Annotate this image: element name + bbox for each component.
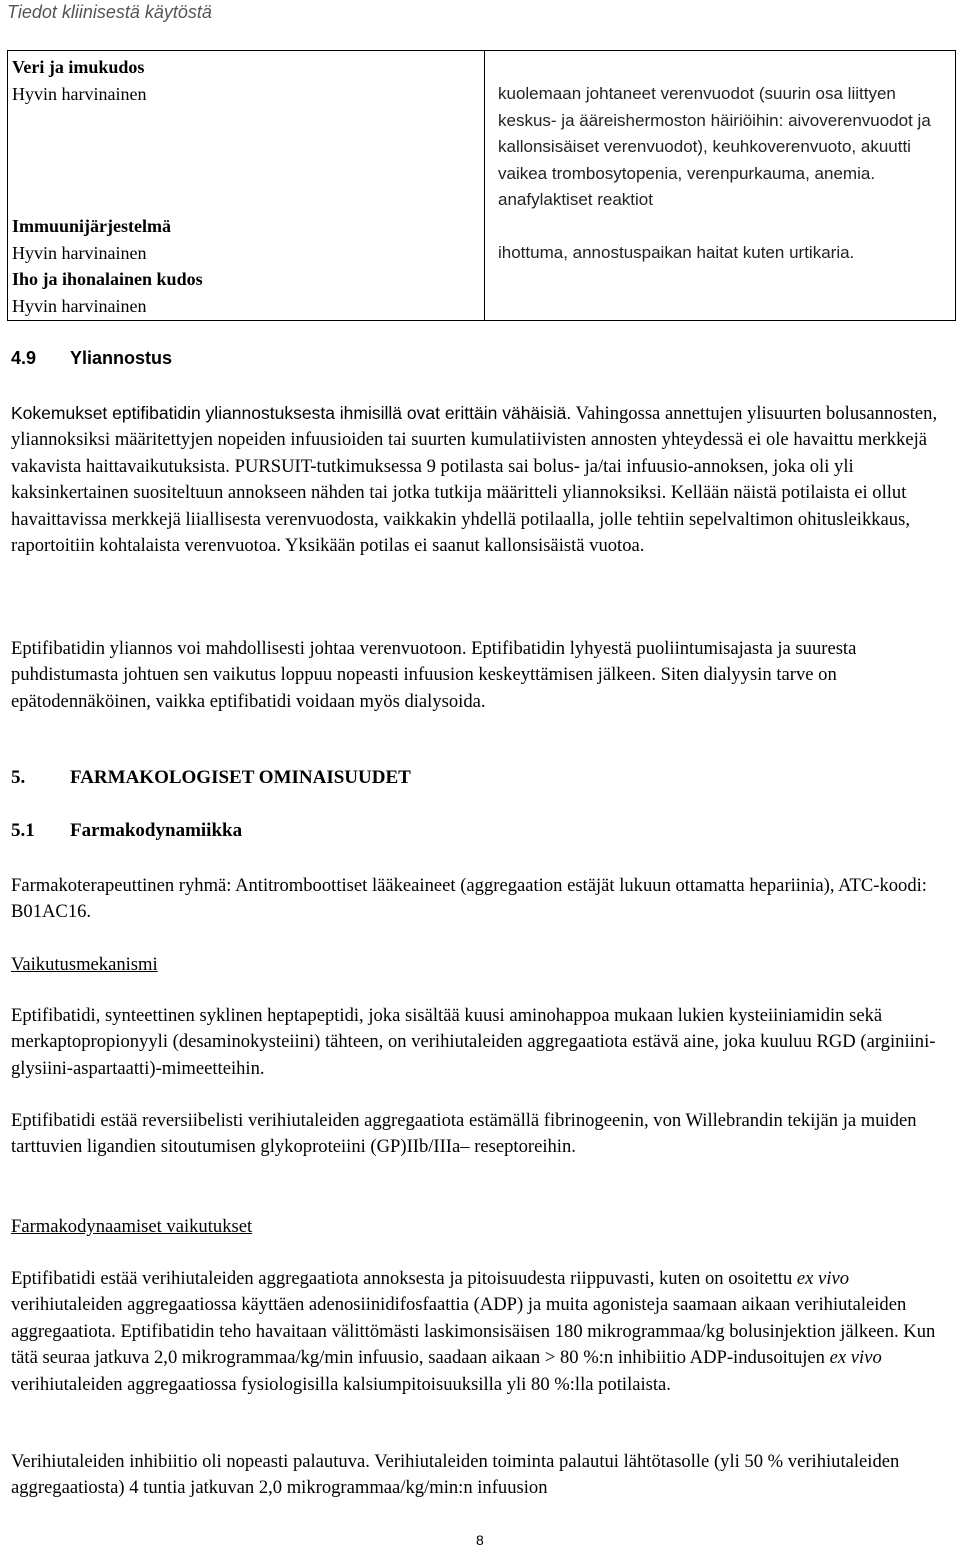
mechanism-paragraph-1: Eptifibatidi, synteettinen syklinen heptapeptidi, joka sisältää kuusi aminohappoa mukaan lukien kysteiiniamidin sekä merkaptopropionyyli (desaminokysteiini) tähteen, on verihiutaleiden aggregaatiota estävä aine, joka kuuluu RGD (arginiini-glysiini-aspartaatti)-mimeetteihin. (11, 1005, 936, 1079)
section-5-heading (11, 767, 411, 789)
frequency-label: Hyvin harvinainen (12, 295, 147, 316)
adverse-effects-table (7, 50, 956, 321)
ex-vivo-term: ex vivo (796, 1268, 850, 1289)
frequency-label: Hyvin harvinainen (12, 83, 147, 104)
organ-class-immune: Immuunijärjestelmä (12, 216, 171, 236)
pharmacodynamic-effects-heading: Farmakodynaamiset vaikutukset (11, 1216, 253, 1237)
effects-immune: anafylaktiset reaktiot (498, 190, 653, 209)
frequency-label: Hyvin harvinainen (12, 242, 147, 263)
section-4-9-heading (11, 348, 172, 369)
section-5-1-heading (11, 820, 242, 842)
pd-text: Eptifibatidi estää verihiutaleiden aggregaatiota annoksesta ja pitoisuudesta riippuvasti, kuten on osoitettu (11, 1268, 797, 1289)
page-number: 8 (476, 1532, 484, 1548)
ex-vivo-term: ex vivo (829, 1347, 882, 1369)
overdose-paragraph-1 (11, 400, 951, 559)
section-title: Farmakodynamiikka (70, 820, 243, 841)
pharmacodynamic-paragraph-2: Verihiutaleiden inhibiitio oli nopeasti palautuva. Verihiutaleiden toiminta palautui lähtötasolle (yli 50 % verihiutaleiden aggregaatiosta) 4 tuntia jatkuvan 2,0 mikrogrammaa/kg/min:n infuusion (11, 1451, 900, 1499)
pharmacotherapeutic-group: Farmakoterapeuttinen ryhmä: Antitromboottiset lääkeaineet (aggregaation estäjät lukuun ottamatta hepariinia), ATC-koodi: B01AC16. (11, 875, 927, 923)
section-title: Yliannostus (70, 348, 173, 368)
pd-text: verihiutaleiden aggregaatiossa fysiologisilla kalsiumpitoisuuksilla yli 80 %:lla potilaista. (11, 1373, 671, 1395)
organ-class-skin: Iho ja ihonalainen kudos (12, 269, 203, 289)
section-title: FARMAKOLOGISET OMINAISUUDET (70, 767, 411, 788)
overdose-paragraph-2: Eptifibatidin yliannos voi mahdollisesti johtaa verenvuotoon. Eptifibatidin lyhyestä puoliintumisajasta ja suuresta puhdistumasta johtuen sen vaikutus loppuu nopeasti infuusion keskeyttämisen jälkeen. Siten dialyysin tarve on epätodennäköinen, vaikka eptifibatidi voidaan myös dialysoida. (11, 638, 857, 712)
section-number: 5.1 (11, 820, 35, 841)
organ-class-blood: Veri ja imukudos (12, 57, 145, 77)
section-number: 4.9 (11, 348, 37, 368)
section-number: 5. (11, 767, 26, 788)
mechanism-heading: Vaikutusmekanismi (11, 954, 158, 975)
mechanism-paragraph-2: Eptifibatidi estää reversiibelisti verihiutaleiden aggregaatiota estämällä fibrinogeenin, von Willebrandin tekijän ja muiden tarttuvien ligandien sitoutumisen glykoproteiini (GP)IIb/IIIa– reseptoreihin. (11, 1110, 917, 1158)
overdose-text: Vahingossa annettujen ylisuurten bolusannosten, yliannoksiksi määritettyjen nopeiden infuusioiden tai suurten kumulatiivisten annosten yhteydessä ei ole havaittu merkkejä vakavista haittavaikutuksista. PURSUIT-tutkimuksessa 9 potilasta sai bolus- ja/tai infuusio-annoksen, joka oli yli kaksinkertainen suositeltuun annokseen nähden tai jotka tutkija määritteli yliannoksiksi. Kellään näistä potilaista ei ollut havaittavissa merkkejä liiallisesta verenvuodosta, vaikkakin yhdellä potilaalla, jolle tehtiin sepelvaltimon ohitusleikkaus, raportoitiin kohtalaista verenvuotoa. Yksikään potilas ei saanut kallonsisäistä vuotoa. (11, 403, 938, 557)
running-header: Tiedot kliinisestä käytöstä (7, 2, 212, 22)
table-right-column (485, 51, 956, 321)
pharmacodynamic-paragraph-1 (11, 1266, 951, 1398)
overdose-lead: Kokemukset eptifibatidin yliannostuksesta ihmisillä ovat erittäin vähäisiä. (11, 403, 572, 423)
effects-blood: kuolemaan johtaneet verenvuodot (suurin osa liittyen keskus- ja ääreishermoston häiriöihin: aivoverenvuodot ja kallonsisäiset verenvuodot), keuhkoverenvuoto, akuutti vaikea trombosytopenia, verenpurkauma, anemia. (498, 84, 931, 183)
table-left-column (8, 51, 485, 321)
effects-skin: ihottuma, annostuspaikan haitat kuten urtikaria. (498, 242, 855, 262)
pd-text: verihiutaleiden aggregaatiossa käyttäen adenosiinidifosfaattia (ADP) ja muita agonisteja saamaan aikaan verihiutaleiden aggregaatiota. Eptifibatidin teho havaitaan välittömästi laskimonsisäisen 180 mikrogrammaa/kg bolusinjektion jälkeen. Kun tätä seuraa jatkuva 2,0 mikrogrammaa/kg/min infuusio, saadaan aikaan > 80 %:n inhibiitio ADP-indusoitujen (11, 1294, 936, 1369)
